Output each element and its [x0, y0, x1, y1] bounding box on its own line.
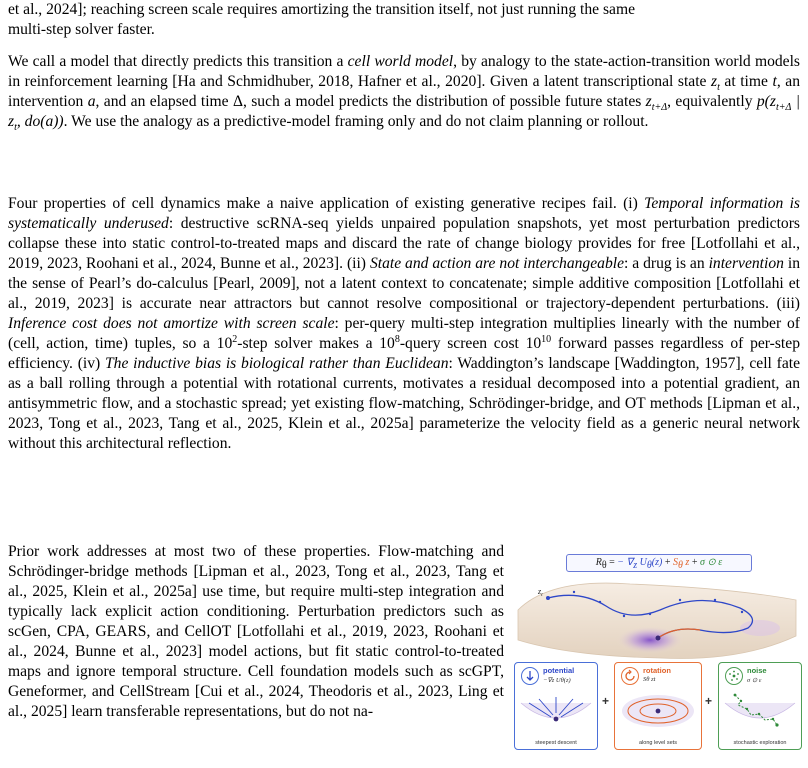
- rotation-panel: [614, 662, 702, 750]
- rotation-title: rotation: [643, 666, 671, 675]
- rotation-formula: Sθ zt: [643, 676, 656, 683]
- noise-title: noise: [747, 666, 767, 675]
- math-zt: $z_t$: [711, 73, 720, 94]
- math-z-future: $z_{t+\Delta}$: [645, 93, 668, 114]
- math-ten-ten: $10^{10}$: [525, 333, 552, 352]
- text-span: forward passes regardless of per-step efficiency. (iv): [8, 335, 800, 372]
- text-span: We call a model that directly predicts this transition a: [8, 53, 348, 70]
- text-span: -query screen cost: [399, 335, 526, 352]
- residual-formula: $R_\theta$ = − $\nabla_z$ $U_\theta(z) + S_\theta$ z + σ ⊙ ε: [566, 554, 752, 572]
- emphasis-property-2: State and action are not interchangeable: [369, 255, 624, 272]
- paragraph-prior-work: [8, 542, 504, 722]
- start-state-label: $z_t$: [538, 587, 543, 598]
- text-span: : per-query multi-step integration multiplies linearly with the number of (cell, action, time) tuples, so a: [8, 315, 800, 352]
- potential-title: potential: [543, 666, 575, 675]
- text-span: Four properties of cell dynamics make a naive application of existing generative recipes fail. (i): [8, 195, 645, 212]
- text-span: Prior work addresses at most two of these properties. Flow-matching and Schrödinger-bridge methods [Lipman et al., 2023, Tong et al., 2023, Tang et al., 2025, Klein et al., 2025a] use time, but require multi-step integration and typically lack explicit action conditioning. Perturbation predictors such as scGen, CPA, GEARS, and CellOT [Lotfollahi et al., 2019, 2023, Roohani et al., 2024, Bunne et al., 2023] model actions, but fit static control-to-treated maps and ignore temporal structure. Cell foundation models such as scGPT, Geneformer, and CellStream [Cui et al., 2024, Theodoris et al., 2023, Ling et al., 2025] learn transferable representations, but do not na-: [8, 543, 504, 720]
- text-span: : Waddington’s landscape [Waddington, 1957], cell fate as a ball rolling through a potential with rotational currents, motivates a residual decomposed into a potential gradient, an antisymmetric flow, and a stochastic spread; yet existing flow-matching, Schrödinger-bridge, and OT methods [Lipman et al., 2023, Tong et al., 2023, Tang et al., 2025, Klein et al., 2025a] parameterize the velocity field as a generic neural network without this architectural reflection.: [8, 355, 800, 452]
- math-ten-eight: $10^8$: [379, 333, 400, 352]
- paragraph-cell-world-model: [8, 52, 800, 132]
- text-span: : a drug is an: [624, 255, 709, 272]
- emphasis-property-1: Temporal information is systematically underused: [8, 195, 800, 232]
- noise-walk-illustration: [719, 689, 801, 733]
- plus-sign: +: [705, 694, 713, 708]
- paragraph-continuation: [8, 0, 800, 40]
- text-span: , and an elapsed time Δ, such a model predicts the distribution of possible future states: [95, 93, 646, 110]
- rotation-orbit-illustration: [615, 689, 701, 733]
- noise-caption: stochastic exploration: [733, 740, 787, 746]
- text-line: multi-step solver faster.: [8, 21, 155, 38]
- noise-dots-icon: [725, 667, 743, 685]
- text-line: et al., 2024]; reaching screen scale requires amortizing the transition itself, not just running the same: [8, 1, 636, 18]
- plus-sign: +: [602, 694, 610, 708]
- noise-panel: [718, 662, 802, 750]
- math-conditional-distribution: $p(z_{t+\Delta}$ | $z_t$, do(a)): [8, 93, 800, 134]
- emphasis-term: cell world model: [347, 53, 454, 70]
- emphasis-property-4: The inductive bias is biological rather than Euclidean: [105, 355, 449, 372]
- potential-formula: −∇z Uθ(z): [543, 677, 571, 684]
- potential-arrow-icon: [521, 667, 539, 685]
- text-span: -step solver makes a: [237, 335, 380, 352]
- paragraph-four-properties: [8, 194, 800, 454]
- math-t: t: [772, 73, 777, 90]
- math-ten-squared: $10^2$: [216, 333, 238, 352]
- text-span: : destructive scRNA-seq yields unpaired population snapshots, yet most perturbation predictors collapse these into static control-to-treated maps and discard the rate of change biology provides for free [Lotfollahi et al., 2019, 2023, Roohani et al., 2024, Bunne et al., 2023]. (ii): [8, 215, 800, 272]
- potential-well-illustration: [515, 689, 597, 733]
- potential-caption: steepest descent: [535, 740, 577, 746]
- text-span: . We use the analogy as a predictive-model framing only and do not claim planning or rollout.: [63, 113, 649, 130]
- math-a: a: [87, 93, 96, 110]
- text-span: at time: [719, 73, 773, 90]
- emphasis-intervention: intervention: [708, 255, 784, 272]
- potential-panel: [514, 662, 598, 750]
- waddington-landscape: [510, 570, 802, 666]
- emphasis-property-3: Inference cost does not amortize with screen scale: [8, 315, 335, 332]
- text-span: , by analogy to the state-action-transition world models in reinforcement learning [Ha and Schmidhuber, 2018, Hafner et al., 2020]. Given a latent transcriptional state: [8, 53, 800, 90]
- decomposition-figure: [510, 550, 802, 750]
- noise-formula: σ ⊙ ε: [747, 677, 762, 684]
- text-span: , an intervention: [8, 73, 801, 110]
- text-span: , equivalently: [667, 93, 757, 110]
- text-span: in the sense of Pearl’s do-calculus [Pearl, 2009], not a latent context to concatenate; simple additive composition [Lotfollahi et al., 2019, 2023] is accurate near attractors but cannot resolve compositional or trajectory-dependent perturbations. (iii): [8, 255, 801, 312]
- rotation-cycle-icon: [621, 667, 639, 685]
- rotation-caption: along level sets: [639, 740, 677, 746]
